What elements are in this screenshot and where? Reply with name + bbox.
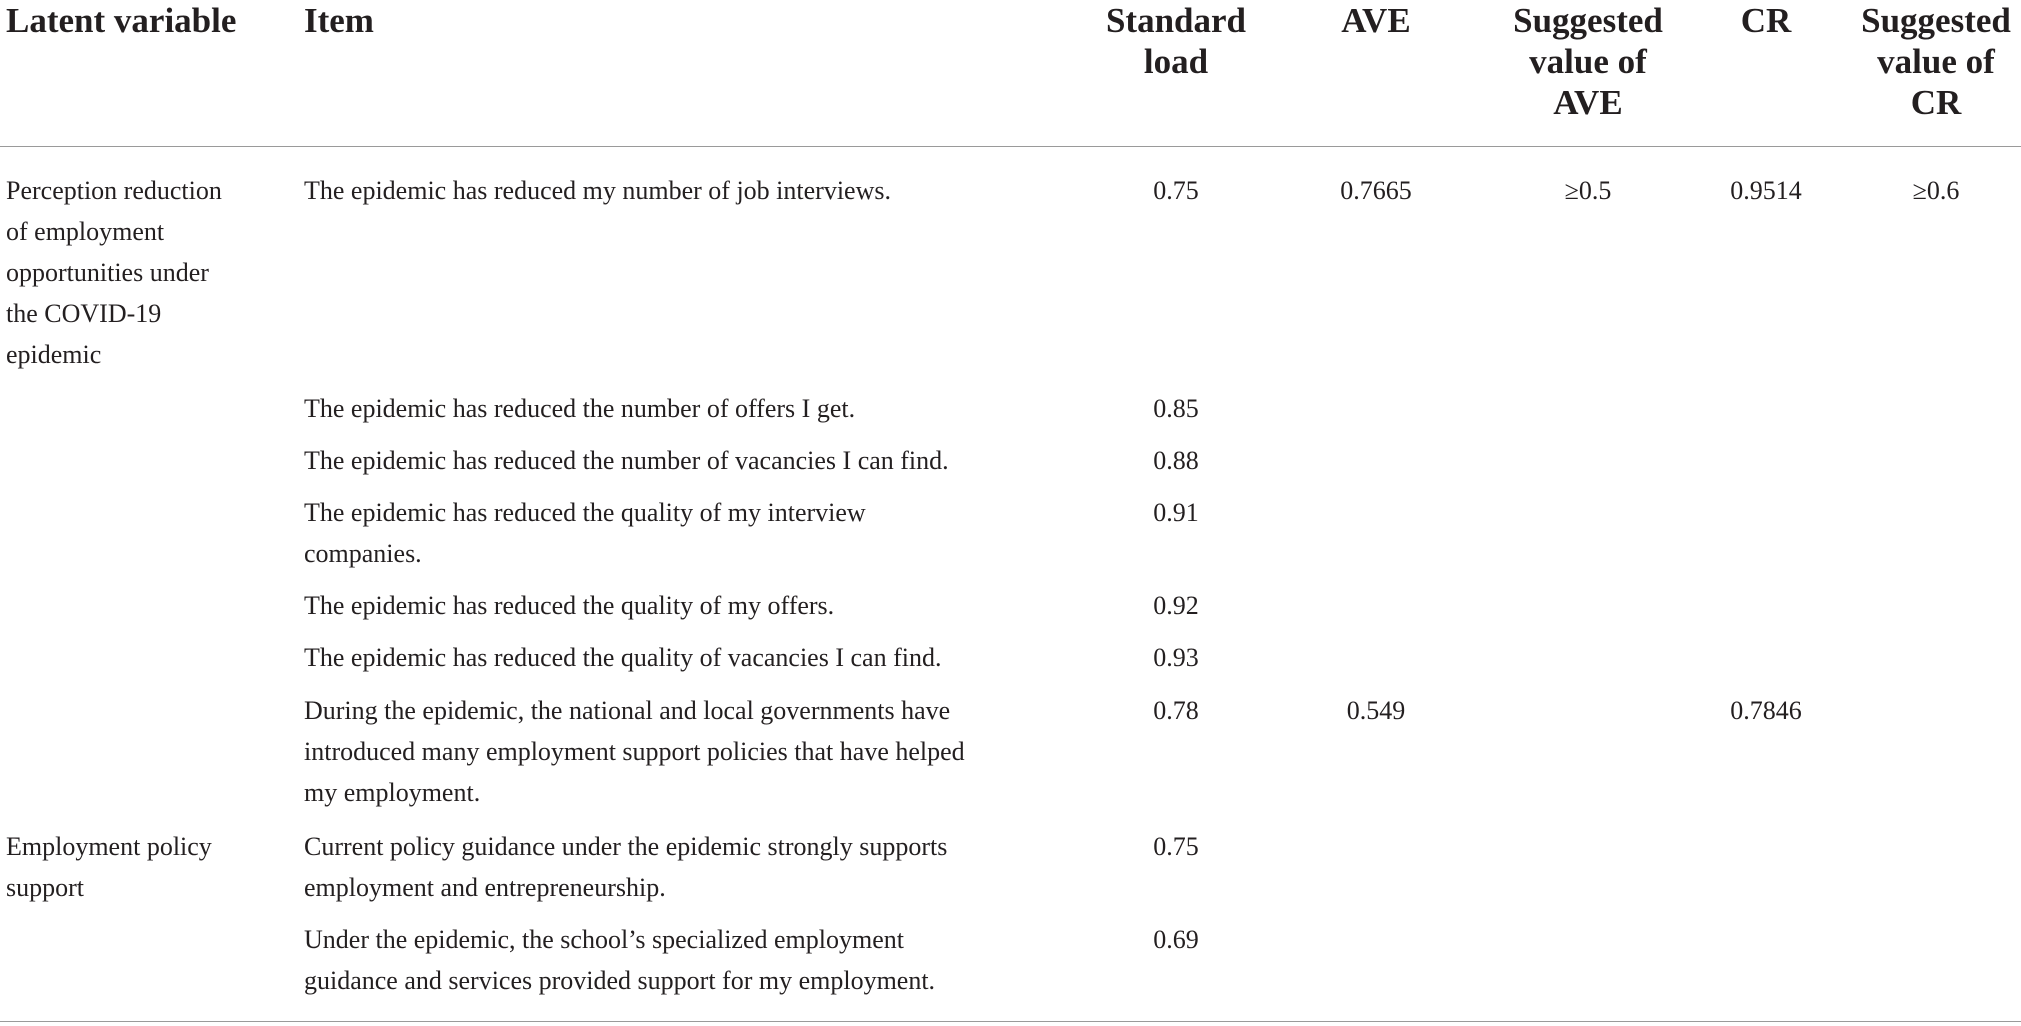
item-line: employment and entrepreneurship. [304,873,666,902]
standard-load-value: 0.69 [1153,925,1199,954]
item-cell [304,637,1074,678]
item-line: Under the epidemic, the school’s specialized employment [304,925,904,954]
table-bottom-divider [0,1021,2021,1022]
item-cell [304,440,1074,481]
suggested-cr-value: ≥0.6 [1912,176,1960,205]
latent-variable-policy [6,826,296,908]
header-suggested-cr-line: Suggested [1861,1,2011,40]
header-suggested-ave-line: Suggested [1513,1,1663,40]
standard-load-value: 0.91 [1153,498,1199,527]
item-line: guidance and services provided support for my employment. [304,966,936,995]
item-cell [304,492,1074,574]
standard-load-value: 0.93 [1153,643,1199,672]
suggested-ave-value: ≥0.5 [1564,176,1612,205]
item-line: introduced many employment support policies that have helped [304,737,965,766]
header-suggested-cr [1848,0,2021,123]
latent-variable-line: of employment [6,217,165,246]
item-line: The epidemic has reduced the number of vacancies I can find. [304,446,949,475]
item-cell [304,170,1074,211]
item-cell [304,585,1074,626]
header-item: Item [304,1,374,40]
item-cell [304,919,1074,1001]
header-suggested-cr-line: CR [1910,83,1962,122]
header-cr: CR [1740,1,1792,40]
standard-load-value: 0.75 [1153,176,1199,205]
item-cell [304,388,1074,429]
ave-value: 0.7665 [1340,176,1412,205]
standard-load-value: 0.78 [1153,696,1199,725]
header-suggested-cr-line: value of [1877,42,1995,81]
header-standard-load [1080,0,1272,82]
item-line: The epidemic has reduced the quality of my interview [304,498,866,527]
header-divider [0,146,2021,147]
header-standard-load-line: load [1143,42,1209,81]
item-line: The epidemic has reduced the number of offers I get. [304,394,856,423]
item-line: companies. [304,539,422,568]
latent-variable-perception [6,170,296,375]
item-line: During the epidemic, the national and local governments have [304,696,951,725]
item-line: The epidemic has reduced the quality of my offers. [304,591,835,620]
header-suggested-ave [1488,0,1688,123]
header-standard-load-line: Standard [1105,1,1247,40]
cr-value: 0.7846 [1730,696,1802,725]
latent-variable-line: support [6,873,84,902]
header-latent-variable: Latent variable [6,1,237,40]
cr-value: 0.9514 [1730,176,1802,205]
header-ave: AVE [1341,1,1411,40]
header-suggested-ave-line: AVE [1553,83,1623,122]
latent-variable-line: epidemic [6,340,102,369]
latent-variable-line: the COVID-19 [6,299,162,328]
header-suggested-ave-line: value of [1529,42,1647,81]
latent-variable-line: Perception reduction [6,176,222,205]
item-cell [304,826,1074,908]
item-line: Current policy guidance under the epidemic strongly supports [304,832,948,861]
ave-value: 0.549 [1346,696,1406,725]
standard-load-value: 0.75 [1153,832,1199,861]
standard-load-value: 0.85 [1153,394,1199,423]
standard-load-value: 0.88 [1153,446,1199,475]
item-line: my employment. [304,778,481,807]
standard-load-value: 0.92 [1153,591,1199,620]
item-cell [304,690,1074,813]
item-line: The epidemic has reduced the quality of vacancies I can find. [304,643,942,672]
latent-variable-line: Employment policy [6,832,212,861]
latent-variable-line: opportunities under [6,258,209,287]
item-line: The epidemic has reduced my number of job interviews. [304,176,891,205]
